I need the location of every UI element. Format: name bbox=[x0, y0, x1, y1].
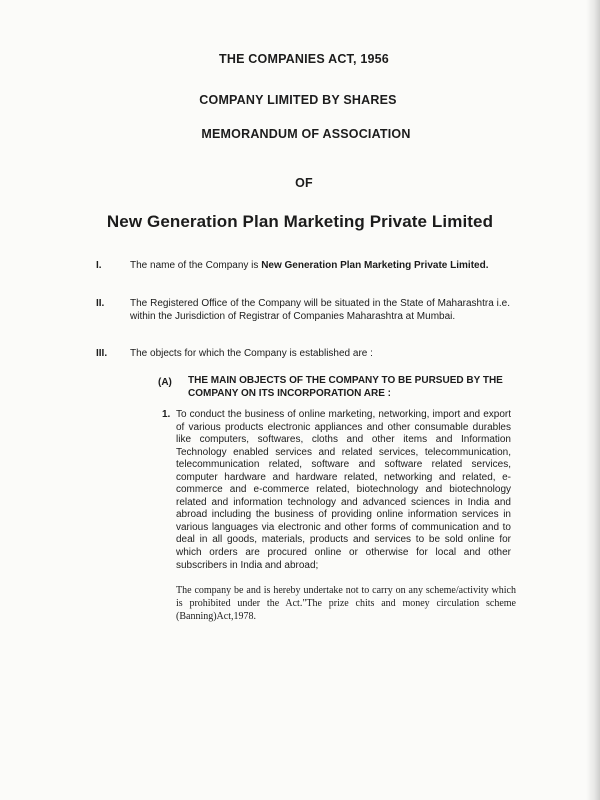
clause-text-prefix: The name of the Company is bbox=[130, 260, 262, 271]
page-edge-shadow bbox=[586, 0, 600, 800]
subsection-label: (A) bbox=[158, 377, 172, 388]
clause-text-registered-office: The Registered Office of the Company will be situated in the State of Maharashtra i.e. within the Jurisdiction of Registrar of Companies Maharashtra at Mumbai. bbox=[130, 298, 510, 322]
clause-text-name bbox=[130, 260, 510, 273]
memorandum-heading: MEMORANDUM OF ASSOCIATION bbox=[201, 127, 411, 141]
clause-number: II. bbox=[96, 298, 105, 309]
clause-company-name: New Generation Plan Marketing Private Limited. bbox=[261, 260, 489, 271]
act-heading: THE COMPANIES ACT, 1956 bbox=[219, 52, 389, 66]
object-text-tail: The company be and is hereby undertake not to carry on any scheme/activity which is prohibited under the Act."The prize chits and money circulation scheme (Banning)Act,1978. bbox=[176, 585, 516, 622]
clause-number: III. bbox=[96, 348, 108, 359]
object-text: To conduct the business of online marketing, networking, import and export of various products electronic appliances and other consumable durables like computers, softwares, cloths and other items and Information Technology enabled services and related services, telecommunication, telecommunication related, software and software related services, computer hardware and hardware related, networking and related, e-commerce and e-commerce related, biotechnology and biotechnology related and information technology and advanced sciences in India and abroad including the business of providing online information services in various languages via electronic and other forms of communication and to deal in all goods, materials, products and services to be sold online for which orders are procured online or otherwise for local and other subscribers in India and abroad; bbox=[176, 409, 511, 571]
of-heading: OF bbox=[295, 176, 313, 190]
company-type-heading: COMPANY LIMITED BY SHARES bbox=[199, 93, 397, 107]
clause-number: I. bbox=[96, 260, 102, 271]
object-number: 1. bbox=[162, 409, 171, 420]
clause-text-objects: The objects for which the Company is established are : bbox=[130, 348, 373, 359]
company-name-title: New Generation Plan Marketing Private Limited bbox=[106, 212, 494, 231]
subsection-title: THE MAIN OBJECTS OF THE COMPANY TO BE PURSUED BY THE COMPANY ON ITS INCORPORATION ARE : bbox=[188, 375, 503, 399]
